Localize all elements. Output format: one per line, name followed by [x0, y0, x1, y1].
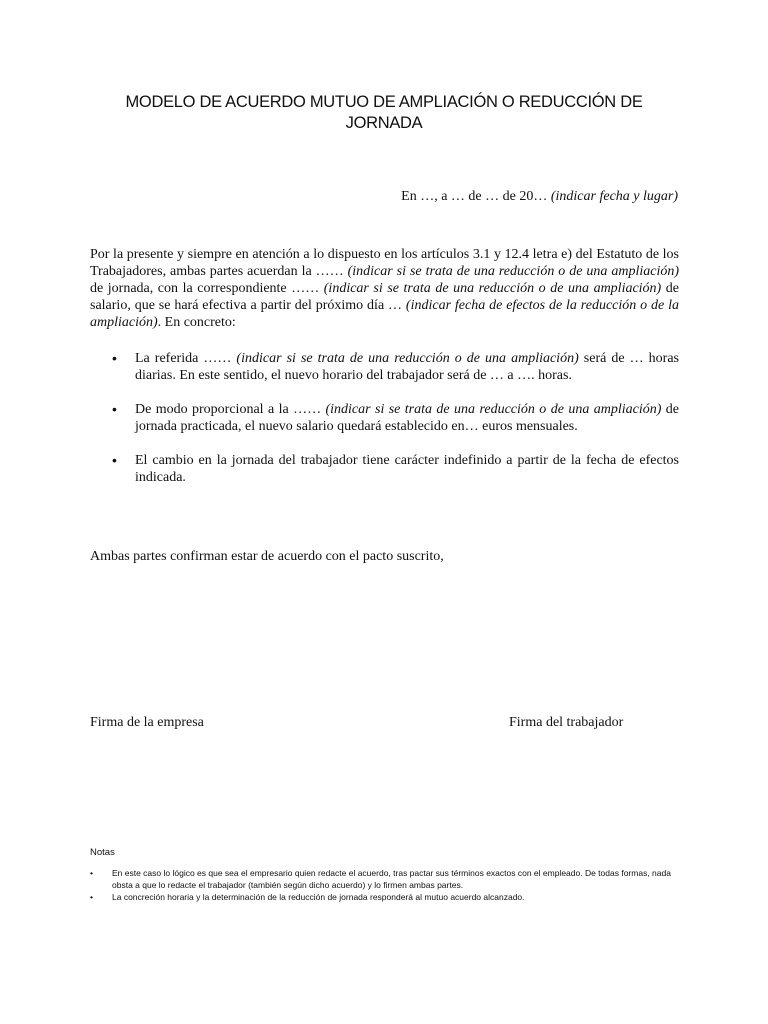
closing-paragraph: Ambas partes confirman estar de acuerdo con el pacto suscrito,: [90, 549, 444, 564]
list-item: [90, 401, 679, 435]
intro-hint-2: (indicar si se trata de una reducción o de una ampliación): [323, 281, 662, 296]
list-item: [90, 867, 679, 891]
list-item: [90, 891, 679, 903]
worker-signature-label: Firma del trabajador: [509, 715, 624, 730]
bullet-icon: •: [112, 401, 117, 417]
intro-hint-3: (indicar fecha de efectos de la reducción o de la ampliación): [90, 298, 679, 330]
intro-text-4: . En concreto:: [157, 315, 236, 330]
term-2-hint: (indicar si se trata de una reducción o de una ampliación): [325, 402, 662, 417]
notes-title: Notas: [90, 847, 115, 858]
term-1-text-1: La referida ……: [135, 351, 237, 366]
terms-list: [90, 350, 679, 486]
term-2-text-1: De modo proporcional a la ……: [135, 402, 326, 417]
notes-list: [90, 867, 679, 903]
bullet-icon: •: [90, 868, 93, 878]
term-2-text-2: de jornada practicada, el nuevo salario quedará establecido en… euros mensuales.: [135, 402, 680, 434]
list-item: [90, 452, 679, 486]
intro-hint-1: (indicar si se trata de una reducción o de una ampliación): [347, 264, 679, 279]
bullet-icon: •: [112, 350, 117, 366]
document-title: MODELO DE ACUERDO MUTUO DE AMPLIACIÓN O REDUCCIÓN DE JORNADA: [125, 93, 643, 132]
date-place-text: En …, a … de … de 20…: [401, 189, 551, 204]
list-item: [90, 350, 679, 384]
date-place-line: [401, 188, 678, 206]
intro-text-1: Por la presente y siempre en atención a lo dispuesto en los artículos 3.1 y 12.4 letra e) del Estatuto de los Trabajadores, ambas partes acuerdan la ……: [90, 247, 679, 279]
company-signature-label: Firma de la empresa: [90, 715, 204, 730]
intro-text-2: de jornada, con la correspondiente ……: [90, 281, 324, 296]
bullet-icon: •: [90, 892, 93, 902]
note-1-text: En este caso lo lógico es que sea el empresario quien redacte el acuerdo, tras pactar sus términos exactos con el empleado. De todas formas, nada obsta a que lo redacte el trabajador (también según dicho acuerdo) y lo firmen ambas partes.: [112, 868, 671, 890]
date-place-hint: (indicar fecha y lugar): [550, 189, 678, 204]
term-3-text: El cambio en la jornada del trabajador tiene carácter indefinido a partir de la fecha de efectos indicada.: [135, 453, 679, 485]
intro-text-3: de salario, que se hará efectiva a partir del próximo día …: [90, 281, 679, 313]
term-1-hint: (indicar si se trata de una reducción o de una ampliación): [236, 351, 579, 366]
term-1-text-2: será de … horas diarias. En este sentido, el nuevo horario del trabajador será de … a …. horas.: [135, 351, 680, 383]
intro-paragraph: [90, 246, 679, 331]
bullet-icon: •: [112, 452, 117, 468]
note-2-text: La concreción horaria y la determinación de la reducción de jornada responderá al mutuo acuerdo alcanzado.: [112, 892, 525, 902]
